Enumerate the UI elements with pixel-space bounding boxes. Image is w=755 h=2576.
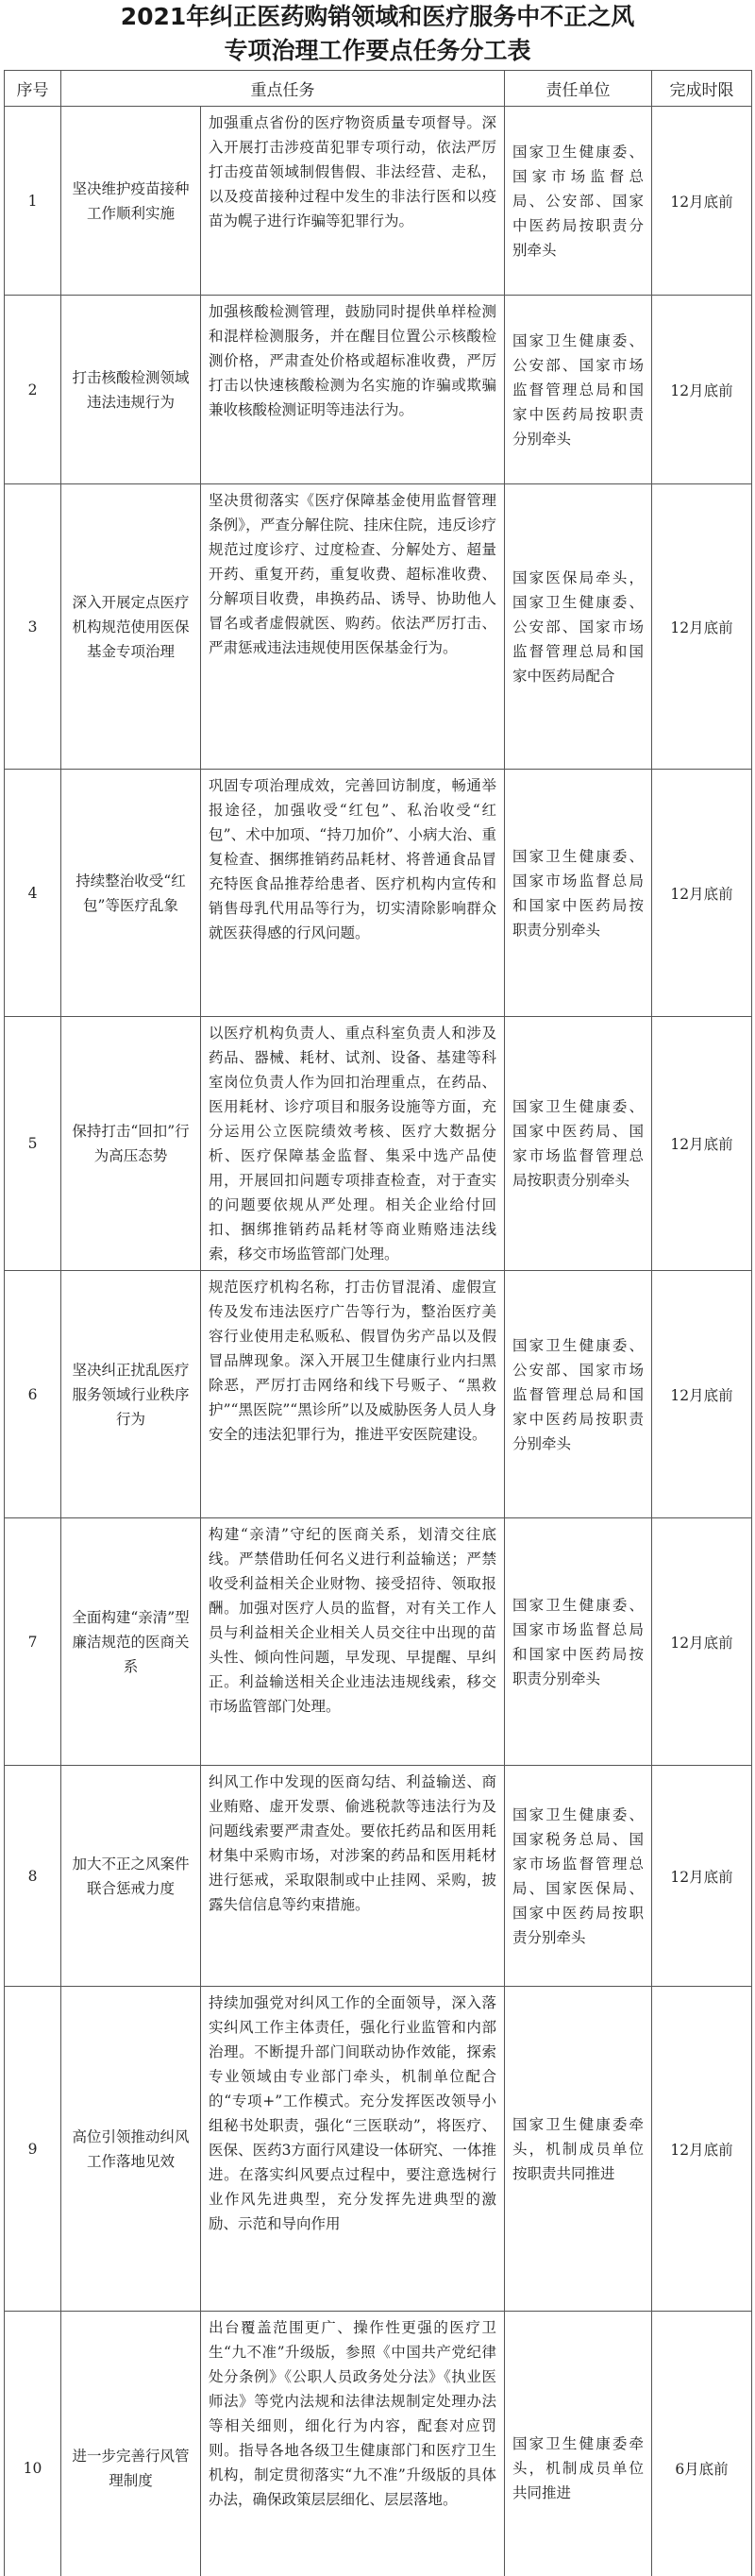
deadline: 12月底前 [652,1017,752,1271]
deadline: 12月底前 [652,296,752,484]
row-number: 4 [5,770,61,1017]
table-row [5,1518,752,1766]
table-row [5,1766,752,1987]
task-content: 以医疗机构负责人、重点科室负责人和涉及药品、器械、耗材、试剂、设备、基建等科室岗位负责人作为回扣治理重点，在药品、医用耗材、诊疗项目和服务设施等方面，充分运用公立医院绩效考核、医疗大数据分析、医疗保障基金监督、集采中选产品使用，开展回扣问题专项排查检查，对于查实的问题要依规从严处理。相关企业给付回扣、捆绑推销药品耗材等商业贿赂违法线索，移交市场监管部门处理。 [201,1017,505,1271]
row-number: 10 [5,2312,61,2576]
row-number: 3 [5,484,61,770]
deadline: 12月底前 [652,770,752,1017]
task-title: 坚决纠正扰乱医疗服务领域行业秩序行为 [61,1271,201,1518]
row-number: 2 [5,296,61,484]
task-content: 纠风工作中发现的医商勾结、利益输送、商业贿赂、虚开发票、偷逃税款等违法行为及问题线索要严肃查处。要依托药品和医用耗材集中采购市场，对涉案的药品和医用耗材进行惩戒，采取限制或中止挂网、采购，披露失信信息等约束措施。 [201,1766,505,1987]
responsible-unit: 国家卫生健康委、国家市场监督总局和国家中医药局按职责分别牵头 [505,1518,652,1766]
task-content: 持续加强党对纠风工作的全面领导，深入落实纠风工作主体责任，强化行业监管和内部治理。不断提升部门间联动协作效能，探索专业领域由专业部门牵头，机制单位配合的“专项+”工作模式。充分发挥医改领导小组秘书处职责，强化“三医联动”，将医疗、医保、医药3方面行风建设一体研究、一体推进。在落实纠风要点过程中，要注意选树行业作风先进典型，充分发挥先进典型的激励、示范和导向作用 [201,1987,505,2312]
table-row [5,770,752,1017]
table-row [5,1017,752,1271]
table-row [5,1987,752,2312]
table-row [5,107,752,296]
header-key-task: 重点任务 [61,71,505,107]
deadline: 12月底前 [652,484,752,770]
responsible-unit: 国家卫生健康委、公安部、国家市场监督管理总局和国家中医药局按职责分别牵头 [505,1271,652,1518]
task-title: 高位引领推动纠风工作落地见效 [61,1987,201,2312]
document-title-line1: 2021年纠正医药购销领域和医疗服务中不正之风 [120,3,635,30]
task-title: 深入开展定点医疗机构规范使用医保基金专项治理 [61,484,201,770]
responsible-unit: 国家卫生健康委、国家市场监督总局、公安部、国家中医药局按职责分别牵头 [505,107,652,296]
responsible-unit: 国家卫生健康委、国家中医药局、国家市场监督管理总局按职责分别牵头 [505,1017,652,1271]
deadline: 12月底前 [652,107,752,296]
header-deadline: 完成时限 [652,71,752,107]
responsible-unit: 国家卫生健康委牵头，机制成员单位共同推进 [505,2312,652,2576]
deadline: 12月底前 [652,1271,752,1518]
deadline: 12月底前 [652,1518,752,1766]
row-number: 6 [5,1271,61,1518]
task-title: 进一步完善行风管理制度 [61,2312,201,2576]
task-content: 构建“亲清”守纪的医商关系，划清交往底线。严禁借助任何名义进行利益输送；严禁收受利益相关企业财物、接受招待、领取报酬。加强对医疗人员的监督，对有关工作人员与利益相关企业相关人员交往中出现的苗头性、倾向性问题，早发现、早提醒、早纠正。利益输送相关企业违法违规线索，移交市场监管部门处理。 [201,1518,505,1766]
task-content: 坚决贯彻落实《医疗保障基金使用监督管理条例》，严查分解住院、挂床住院，违反诊疗规范过度诊疗、过度检查、分解处方、超量开药、重复开药，重复收费、超标准收费、分解项目收费，串换药品、诱导、协助他人冒名或者虚假就医、购药。依法严厉打击、严肃惩戒违法违规使用医保基金行为。 [201,484,505,770]
deadline: 12月底前 [652,1987,752,2312]
deadline: 6月底前 [652,2312,752,2576]
row-number: 5 [5,1017,61,1271]
task-title: 持续整治收受“红包”等医疗乱象 [61,770,201,1017]
responsible-unit: 国家卫生健康委、公安部、国家市场监督管理总局和国家中医药局按职责分别牵头 [505,296,652,484]
table-row [5,484,752,770]
table-row [5,1271,752,1518]
row-number: 1 [5,107,61,296]
table-header-row [5,71,752,107]
row-number: 7 [5,1518,61,1766]
task-content: 加强重点省份的医疗物资质量专项督导。深入开展打击涉疫苗犯罪专项行动，依法严厉打击疫苗领域制假售假、非法经营、走私，以及疫苗接种过程中发生的非法行医和以疫苗为幌子进行诈骗等犯罪行为。 [201,107,505,296]
responsible-unit: 国家卫生健康委牵头，机制成员单位按职责共同推进 [505,1987,652,2312]
header-serial-number: 序号 [5,71,61,107]
task-title: 加大不正之风案件联合惩戒力度 [61,1766,201,1987]
document-title-line2: 专项治理工作要点任务分工表 [224,37,531,64]
task-title: 坚决维护疫苗接种工作顺利实施 [61,107,201,296]
header-responsible-unit: 责任单位 [505,71,652,107]
deadline: 12月底前 [652,1766,752,1987]
row-number: 8 [5,1766,61,1987]
task-content: 规范医疗机构名称，打击仿冒混淆、虚假宣传及发布违法医疗广告等行为，整治医疗美容行业使用走私贩私、假冒伪劣产品以及假冒品牌现象。深入开展卫生健康行业内扫黑除恶，严厉打击网络和线下号贩子、“黑救护”“黑医院”“黑诊所”以及威胁医务人员人身安全的违法犯罪行为，推进平安医院建设。 [201,1271,505,1518]
task-content: 巩固专项治理成效，完善回访制度，畅通举报途径，加强收受“红包”、私治收受“红包”、术中加项、“持刀加价”、小病大治、重复检查、捆绑推销药品耗材、将普通食品冒充特医食品推荐给患者、医疗机构内宣传和销售母乳代用品等行为，切实清除影响群众就医获得感的行风问题。 [201,770,505,1017]
task-title: 打击核酸检测领域违法违规行为 [61,296,201,484]
responsible-unit: 国家医保局牵头，国家卫生健康委、公安部、国家市场监督管理总局和国家中医药局配合 [505,484,652,770]
responsible-unit: 国家卫生健康委、国家市场监督总局和国家中医药局按职责分别牵头 [505,770,652,1017]
task-title: 保持打击“回扣”行为高压态势 [61,1017,201,1271]
task-title: 全面构建“亲清”型廉洁规范的医商关系 [61,1518,201,1766]
task-content: 加强核酸检测管理，鼓励同时提供单样检测和混样检测服务，并在醒目位置公示核酸检测价格，严肃查处价格或超标准收费，严厉打击以快速核酸检测为名实施的诈骗或欺骗兼收核酸检测证明等违法行为。 [201,296,505,484]
task-content: 出台覆盖范围更广、操作性更强的医疗卫生“九不准”升级版，参照《中国共产党纪律处分条例》《公职人员政务处分法》《执业医师法》等党内法规和法律法规制定处理办法等相关细则，细化行为内容，配套对应罚则。指导各地各级卫生健康部门和医疗卫生机构，制定贯彻落实“九不准”升级版的具体办法，确保政策层层细化、层层落地。 [201,2312,505,2576]
table-row [5,2312,752,2576]
table-row [5,296,752,484]
task-table [4,70,752,2576]
responsible-unit: 国家卫生健康委、国家税务总局、国家市场监督管理总局、国家医保局、国家中医药局按职责分别牵头 [505,1766,652,1987]
row-number: 9 [5,1987,61,2312]
